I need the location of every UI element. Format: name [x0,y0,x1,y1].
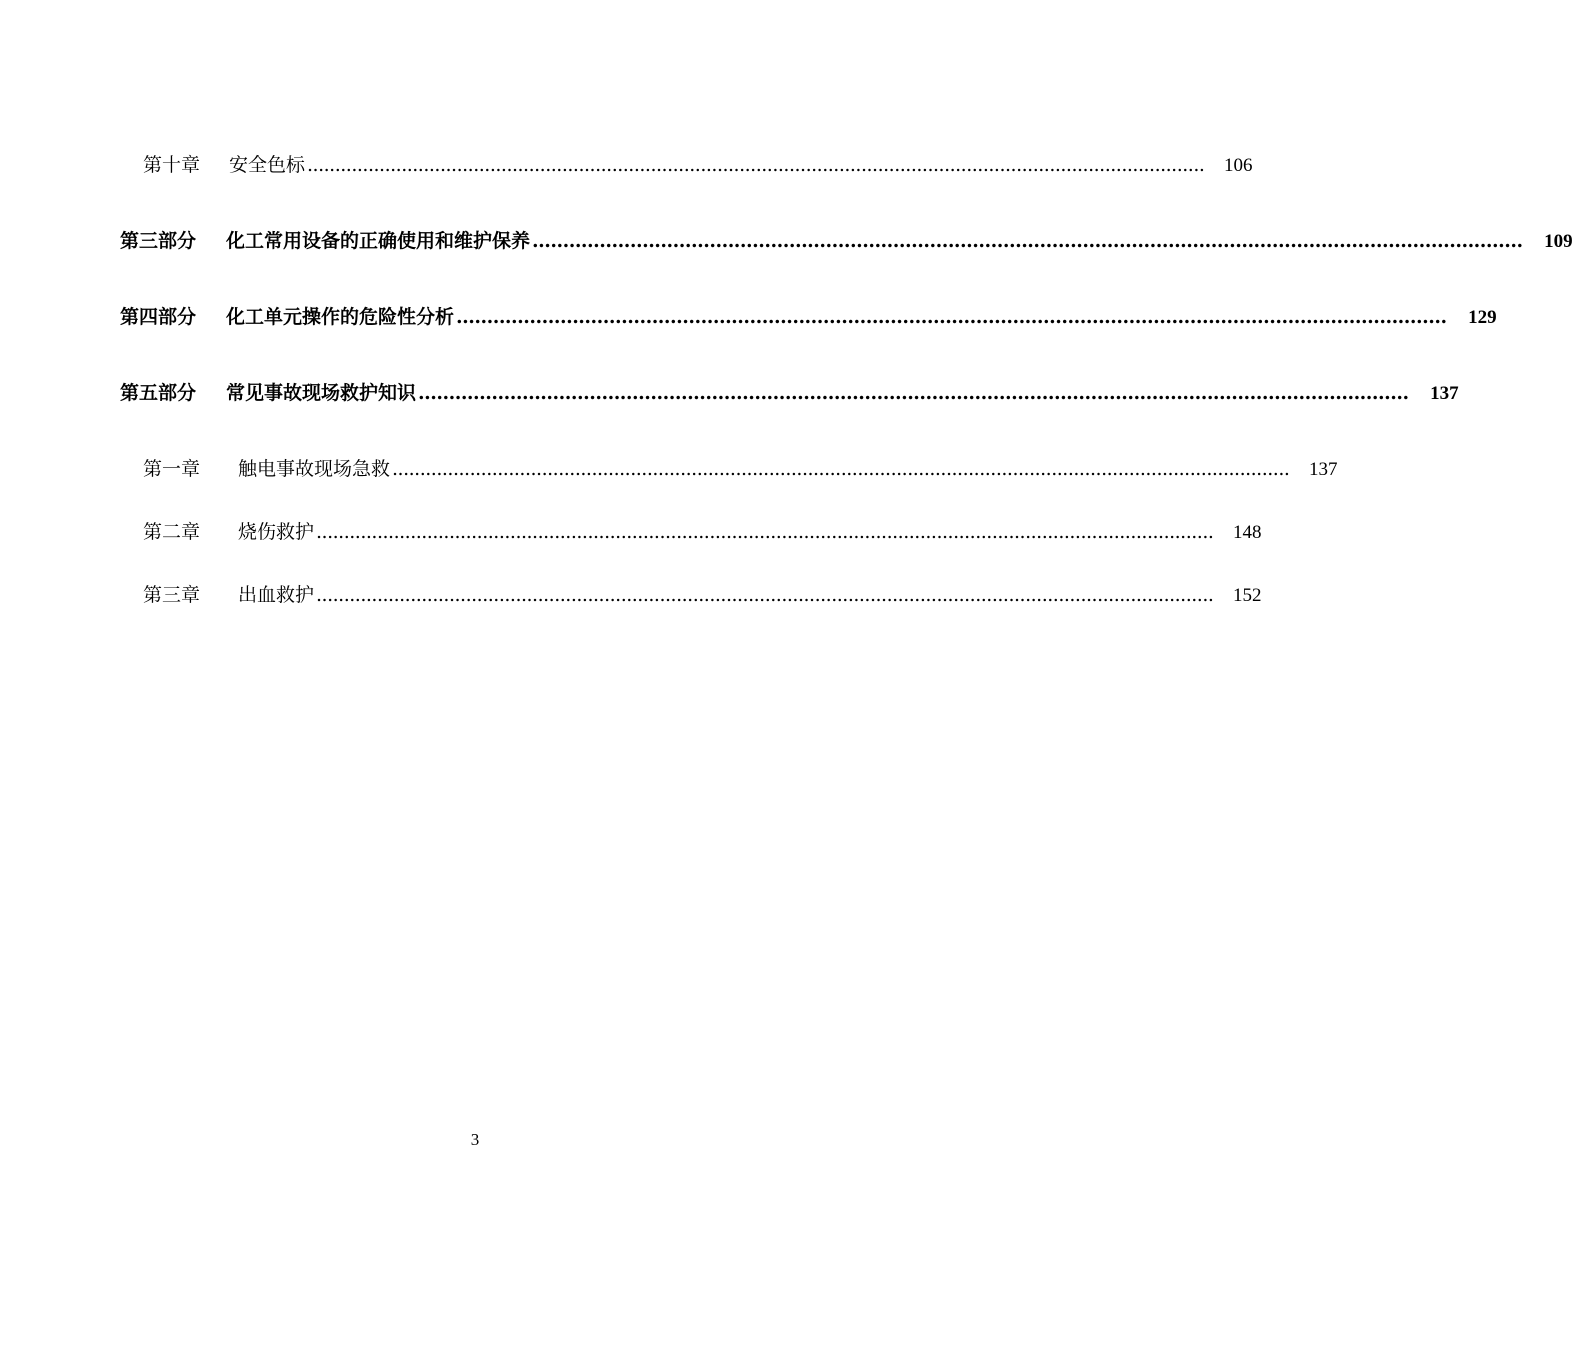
part-title: 化工单元操作的危险性分析 [226,306,455,328]
dot-leader: .................................................................................................................................................................. [532,230,1523,252]
dot-leader: .................................................................................................................................................................. [418,382,1409,404]
toc-entry-label [143,150,305,177]
page-ref: 137 [1308,459,1338,480]
page-ref: 148 [1232,522,1262,543]
page-ref: 129 [1468,307,1497,328]
dot-leader: .................................................................................................................................................................. [456,306,1447,328]
chapter-title: 触电事故现场急救 [238,458,391,480]
chapter-number: 第十章 [143,154,201,176]
chapter-title: 出血救护 [238,584,315,606]
dot-leader: .................................................................................................................................................................. [316,584,1214,606]
dot-leader: .................................................................................................................................................................. [392,458,1290,480]
toc-entry-label [143,454,390,481]
dot-leader: .................................................................................................................................................................. [307,154,1205,176]
chapter-title: 安全色标 [229,154,306,176]
chapter-number: 第二章 [143,521,201,543]
toc-entry-label [143,517,314,544]
page-ref: 152 [1232,585,1262,606]
toc-entry-chapter-3[interactable] [143,580,1262,607]
toc-entry-chapter-2[interactable] [143,517,1262,544]
part-title: 化工常用设备的正确使用和维护保养 [226,230,531,252]
part-title: 常见事故现场救护知识 [226,382,417,404]
toc-entry-chapter-1[interactable] [143,454,1338,481]
part-number: 第四部分 [120,306,197,328]
toc-entry-chapter-10[interactable] [143,150,1253,177]
part-number: 第三部分 [120,230,197,252]
part-number: 第五部分 [120,382,197,404]
toc-entry-part-5[interactable] [120,378,1459,405]
toc-entry-label [120,378,416,405]
toc-entry-label [143,580,314,607]
toc-entry-label [120,226,530,253]
page-ref: 109 [1544,231,1573,252]
chapter-number: 第三章 [143,584,201,606]
toc-entry-label [120,302,454,329]
dot-leader: .................................................................................................................................................................. [316,521,1214,543]
page-number: 3 [470,1130,480,1149]
chapter-title: 烧伤救护 [238,521,315,543]
toc-entry-part-3[interactable] [120,226,1573,253]
toc-entry-part-4[interactable] [120,302,1497,329]
page-ref: 137 [1430,383,1459,404]
chapter-number: 第一章 [143,458,201,480]
page-ref: 106 [1223,155,1253,176]
